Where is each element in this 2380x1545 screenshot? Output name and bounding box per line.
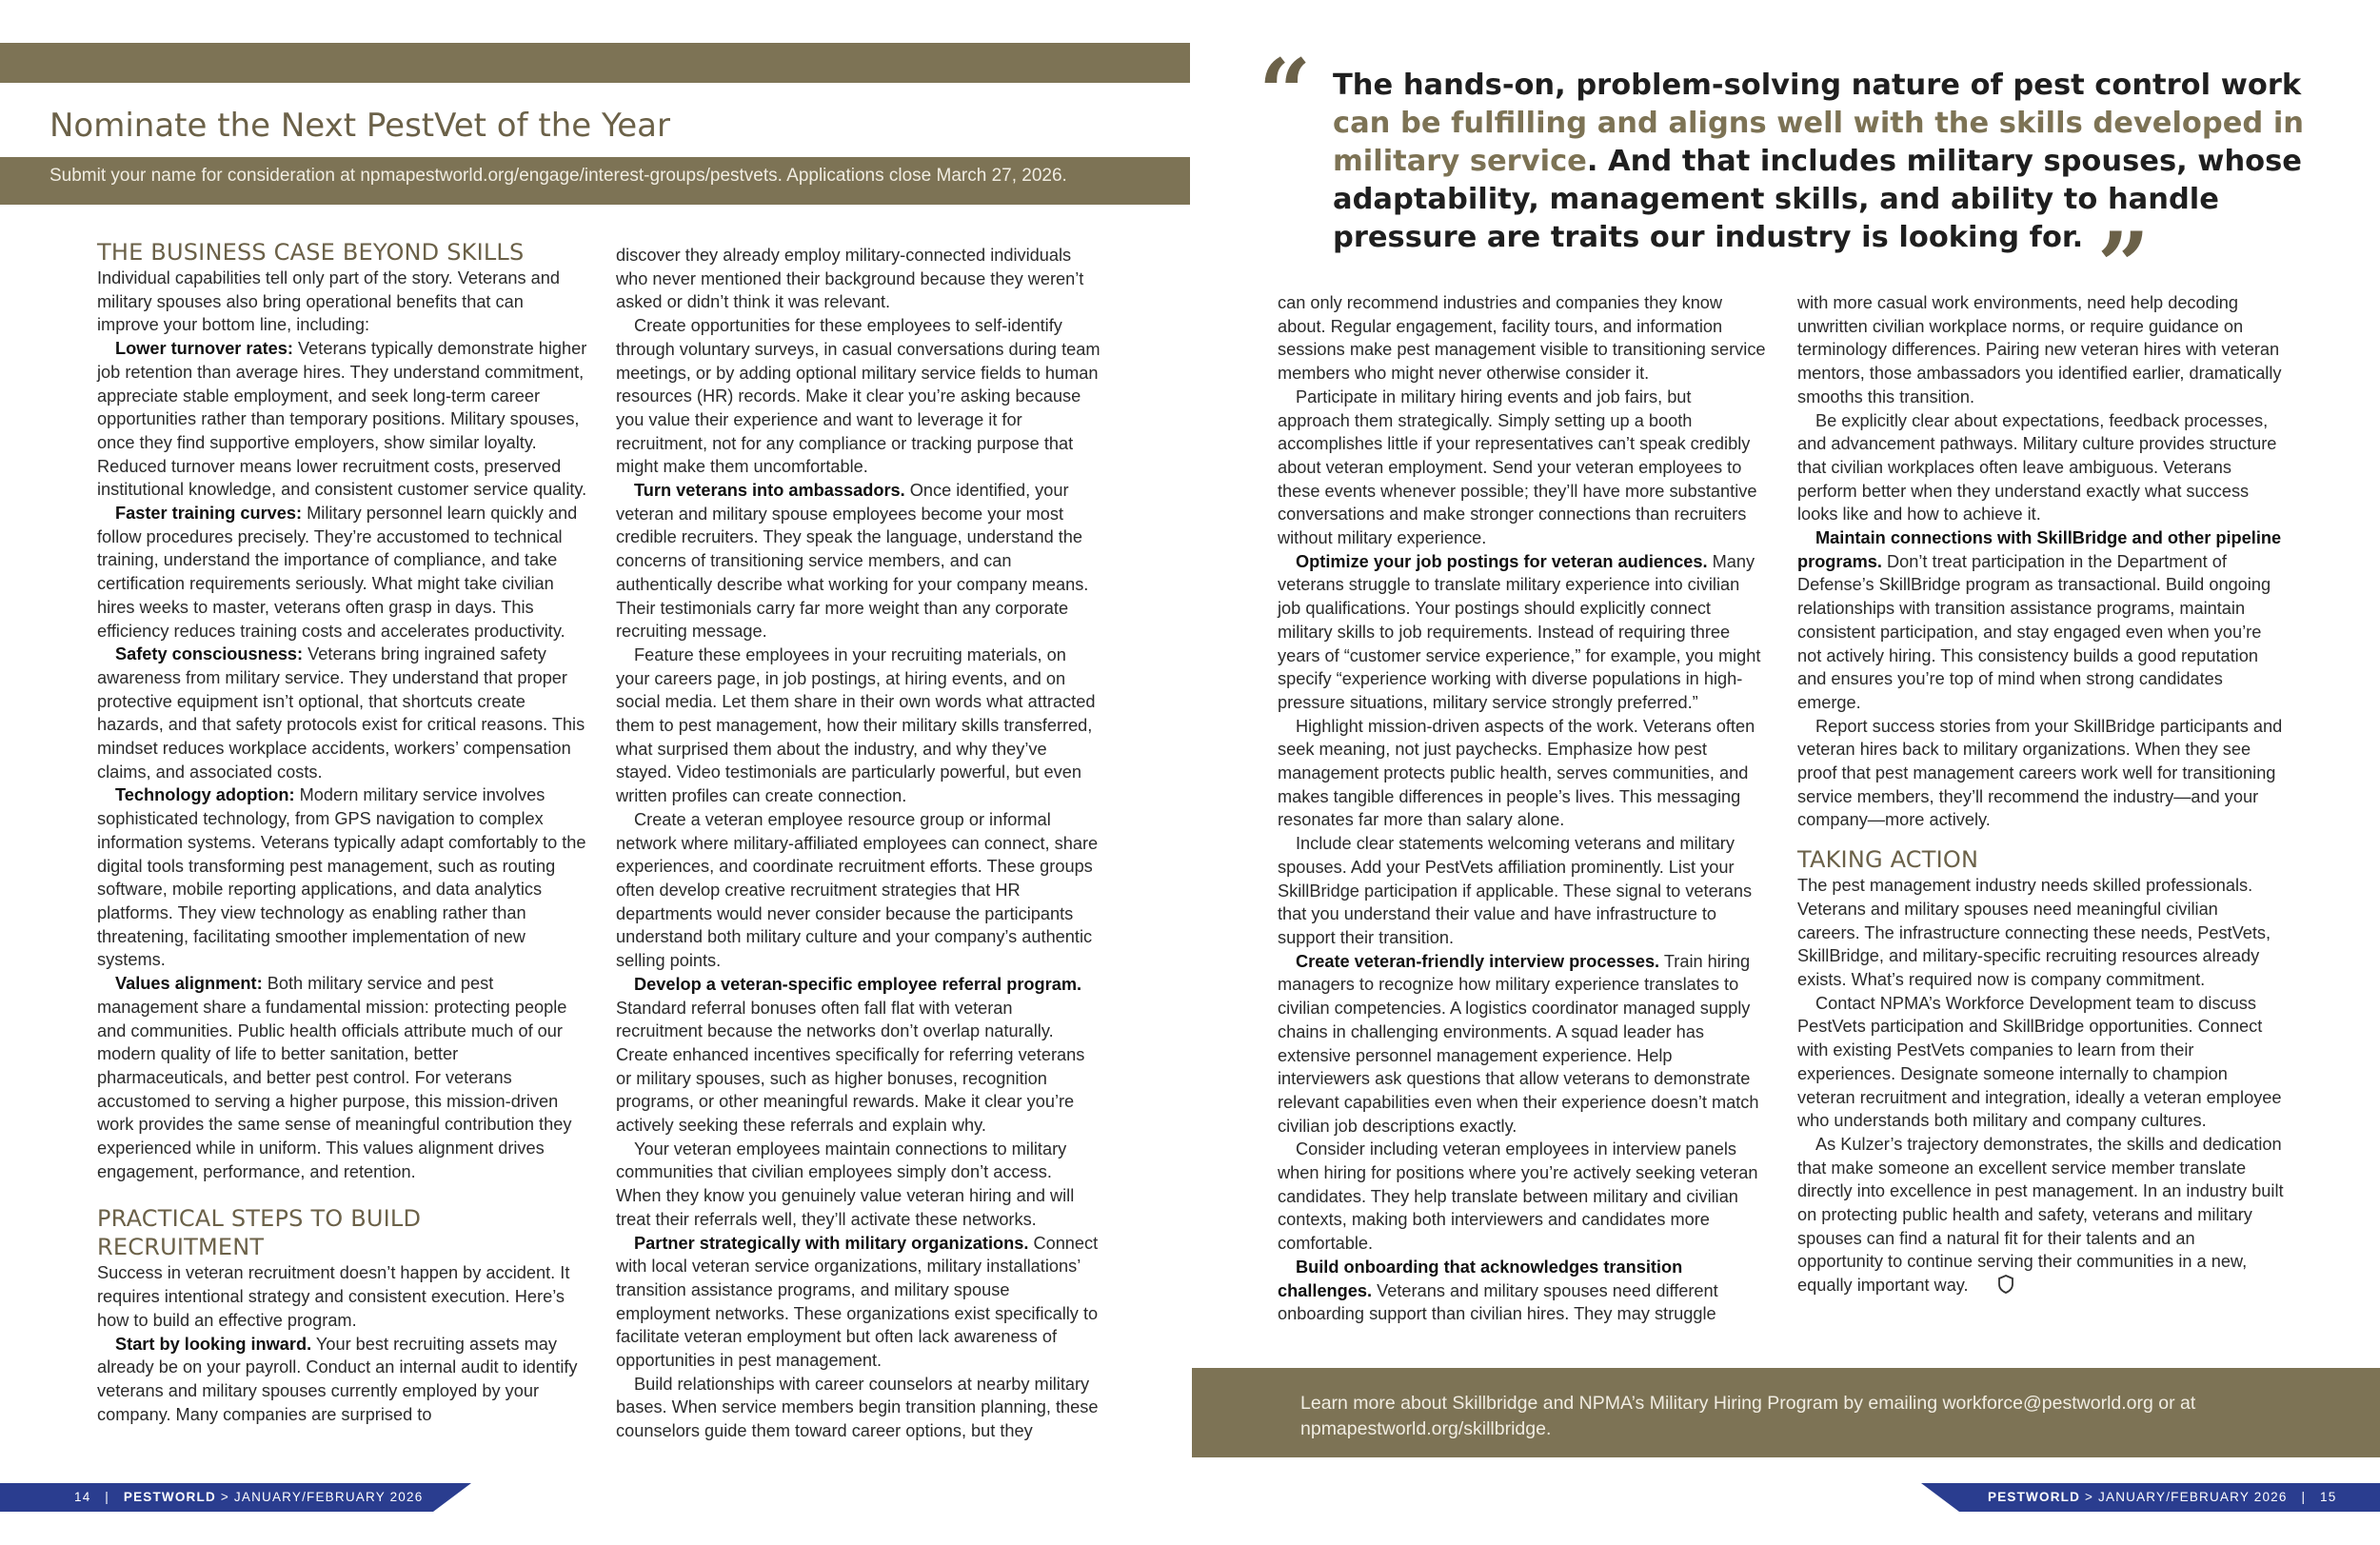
paragraph: with more casual work environments, need help decoding unwritten civilian workplace norms, or require guidance on terminology differences. Pairing new veteran hires with veteran mentors, those ambassadors you identified earlier, dramatically smooths this transition. [1797,293,2282,406]
folio-separator: | [105,1490,109,1504]
shield-outline-icon [1979,1275,2014,1300]
paragraph: Safety consciousness: Veterans bring ingrained safety awareness from military service. They understand that proper protective equipment isn’t optional, that shortcuts create hazards, and that safety protocols exist for critical reasons. This mindset reduces workplace accidents, workers’ compensation claims, and associated costs. [97,644,585,782]
paragraph: Create opportunities for these employees to self-identify through voluntary surveys, in casual conversations during team meetings, or by adding optional military service fields to human resources (HR) records. Make it clear you’re asking because you value their experience and want to leverage it for recruitment, not for any compliance or tracking purpose that might make them uncomfortable. [616,316,1101,477]
paragraph: Feature these employees in your recruiting materials, on your careers page, in job postings, at hiring events, and on social media. Let them share in their own words what attracted them to pest management, how their military skills transferred, what surprised them about the industry, and why they’ve stayed. Video testimonials are particularly powerful, but even written profiles can create connection. [616,644,1096,806]
paragraph: Individual capabilities tell only part of the story. Veterans and military spouses also bring operational benefits that can improve your bottom line, including: [97,268,560,335]
run-in-heading: Start by looking inward. [115,1334,312,1354]
paragraph: Partner strategically with military organizations. Connect with local veteran service organizations, military installations’ transition assistance programs, and military spouse employment networks. These organizations exist specifically to facilitate veteran employment but often lack awareness of opportunities in pest management. [616,1233,1099,1371]
paragraph: Participate in military hiring events and job fairs, but approach them strategically. Simply setting up a booth accomplishes little if your representatives can’t speak credibly about veteran employment. Send your veteran employees to these events whenever possible; they’ll have more substantive conversations and make stronger connections than recruiters without military experience. [1278,386,1757,548]
paragraph: Build relationships with career counselors at nearby military bases. When service members begin transition planning, these counselors guide them toward career options, but they [616,1374,1099,1441]
paragraph: Your veteran employees maintain connections to military communities that civilian employees simply don’t access. When they know you genuinely value veteran hiring and will treat their referrals well, they’ll activate these networks. [616,1139,1075,1229]
run-in-heading: Values alignment: [115,974,263,994]
folio-left [0,1483,471,1512]
run-in-heading: Maintain connections with SkillBridge and other pipeline programs. [1797,528,2282,571]
paragraph: Technology adoption: Modern military service involves sophisticated technology, from GPS navigation to complex information systems. Veterans typically adapt comfortably to the digital tools transforming pest management, such as routing software, mobile reporting applications, and data analytics platforms. They view technology as enabling rather than threatening, facilitating smoother implementation of new systems. [97,785,586,970]
section-heading: THE BUSINESS CASE BEYOND SKILLS [97,239,525,266]
column-2 [616,244,1101,1443]
run-in-heading: Safety consciousness: [115,644,304,664]
column-4 [1797,291,2285,1300]
run-in-heading: Turn veterans into ambassadors. [634,481,905,501]
paragraph: Be explicitly clear about expectations, feedback processes, and advancement pathways. Military culture provides structure that civilian workplaces often leave ambiguous. Veterans perform better when they understand exactly what success looks like and how to achieve it. [1797,410,2277,525]
folio-right [1921,1483,2380,1512]
paragraph: discover they already employ military-connected individuals who never mentioned their background because they weren’t asked or didn’t think it was relevant. [616,246,1084,312]
pull-quote [1333,67,2304,320]
paragraph: Develop a veteran-specific employee referral program. Standard referral bonuses often fall flat with veteran recruitment because the networks don’t overlap naturally. Create enhanced incentives specifically for referring veterans or military spouses, such as higher bonuses, recognition programs, or other meaningful rewards. Make it clear you’re actively seeking these referrals and explain why. [616,974,1085,1136]
paragraph: Highlight mission-driven aspects of the work. Veterans often seek meaning, not just paychecks. Emphasize how pest management protects public health, serves communities, and makes tangible differences in people’s lives. This messaging resonates far more than salary alone. [1278,716,1755,830]
quote-text-start: The hands-on, problem-solving nature of pest control work [1333,69,2302,102]
issue-label: > JANUARY/FEBRUARY 2026 [220,1490,424,1504]
paragraph: Success in veteran recruitment doesn’t happen by accident. It requires intentional strategy and consistent execution. Here’s how to build an effective program. [97,1263,570,1330]
paragraph: As Kulzer’s trajectory demonstrates, the skills and dedication that make someone an excellent service member translate directly into excellence in pest management. In an industry built on protecting public health and safety, veterans and military spouses can find a natural fit for their talents and an opportunity to continue serving their communities in a new, equally important way. [1797,1133,2285,1300]
paragraph: Start by looking inward. Your best recruiting assets may already be on your payroll. Conduct an internal audit to identify veterans and military spouses currently employed by your company. Many companies are surprised to [97,1334,578,1424]
paragraph: Optimize your job postings for veteran audiences. Many veterans struggle to translate military experience into civilian job qualifications. Your postings should explicitly connect military skills to job requirements. Instead of requiring three years of “customer service experience,” for example, you might specify “experience working with diverse populations in high-pressure situations, military service strongly preferred.” [1278,551,1761,712]
section-heading: PRACTICAL STEPS TO BUILD RECRUITMENT [97,1205,422,1261]
paragraph: can only recommend industries and companies they know about. Regular engagement, facility tours, and information sessions make pest management visible to transitioning service members who might never otherwise consider it. [1278,293,1766,384]
open-quote-icon: “ [1259,39,1312,147]
column-3 [1278,291,1767,1326]
magazine-name: PESTWORLD [123,1490,216,1504]
quote-highlight: can be fulfilling and aligns well with the skills developed in military service [1333,107,2304,178]
paragraph: Consider including veteran employees in interview panels when hiring for positions where you’re actively seeking veteran candidates. They help translate between military and civilian contexts, making both interviewers and candidates more comfortable. [1278,1139,1758,1254]
quote-text-end: . And that includes military spouses, whose adaptability, management skills, and ability to handle pressure are traits our industry is looking for. [1333,145,2302,254]
paragraph: Create a veteran employee resource group or informal network where military-affiliated employees can connect, share experiences, and coordinate recruitment efforts. These groups often develop creative recruitment strategies that HR departments would never consider because the participants understand both military culture and your company’s authentic selling points. [616,809,1099,971]
run-in-heading: Optimize your job postings for veteran audiences. [1296,551,1708,571]
page-number: 15 [2320,1490,2337,1504]
paragraph: The pest management industry needs skilled professionals. Veterans and military spouses need meaningful civilian careers. The infrastructure connecting these needs, PestVets, SkillBridge, and military-specific recruiting resources already exists. What’s required now is company commitment. [1797,876,2271,989]
paragraph: Contact NPMA’s Workforce Development team to discuss PestVets participation and SkillBridge opportunities. Connect with existing PestVets companies to learn from their experiences. Designate someone internally to champion veteran recruitment and integration, ideally a veteran employee who understands both military and company cultures. [1797,993,2282,1131]
close-quote-icon: ” [2096,212,2151,320]
run-in-heading: Build onboarding that acknowledges transition challenges. [1278,1257,1683,1300]
run-in-heading: Develop a veteran-specific employee referral program. [634,974,1082,994]
paragraph: Include clear statements welcoming veterans and military spouses. Add your PestVets affiliation prominently. List your SkillBridge participation if applicable. These signal to veterans that you understand their value and have infrastructure to support their transition. [1278,834,1753,947]
folio-separator: | [2301,1490,2307,1504]
paragraph: Build onboarding that acknowledges transition challenges. Veterans and military spouses need different onboarding support than civilian hires. They may struggle [1278,1257,1718,1324]
issue-label: > JANUARY/FEBRUARY 2026 [2085,1490,2288,1504]
paragraph: Report success stories from your SkillBridge participants and veteran hires back to military organizations. When they see proof that pest management careers work well for transitioning service members, they’ll recommend the industry—and your company—more actively. [1797,716,2283,830]
run-in-heading: Create veteran-friendly interview processes. [1296,951,1660,971]
run-in-heading: Lower turnover rates: [115,339,293,359]
run-in-heading: Technology adoption: [115,785,295,805]
paragraph: Maintain connections with SkillBridge and other pipeline programs. Don’t treat participation in the Department of Defense’s SkillBridge program as transactional. Build ongoing relationships with transition assistance programs, maintain consistent participation, and stay engaged even when you’re not actively hiring. This consistency builds a good reputation and ensures you’re top of mind when strong candidates emerge. [1797,528,2282,712]
page-number: 14 [74,1490,91,1504]
section-heading: TAKING ACTION [1797,846,1979,874]
paragraph: Lower turnover rates: Veterans typically demonstrate higher job retention than average hires. They understand commitment, appreciate stable employment, and seek long-term career opportunities rather than temporary positions. Military spouses, once they find supportive employers, show similar loyalty. Reduced turnover means lower recruitment costs, preserved institutional knowledge, and consistent customer service quality. [97,339,587,500]
run-in-heading: Partner strategically with military organizations. [634,1233,1029,1253]
top-banner-left [0,43,1190,83]
info-footer-text: Learn more about Skillbridge and NPMA’s Military Hiring Program by emailing workforce@pestworld.org or at npmapestworld.org/skillbridge. [1300,1393,2196,1439]
page-title: Nominate the Next PestVet of the Year [50,107,670,145]
run-in-heading: Faster training curves: [115,504,303,524]
column-1 [97,238,587,1426]
paragraph: Create veteran-friendly interview processes. Train hiring managers to recognize how military experience translates to civilian competencies. A logistics coordinator managed supply chains in challenging environments. A squad leader has extensive personnel management experience. Help interviewers ask questions that allow veterans to demonstrate relevant capabilities even when their experience doesn’t match civilian job descriptions exactly. [1278,951,1759,1136]
magazine-name: PESTWORLD [1988,1490,2081,1504]
paragraph: Values alignment: Both military service and pest management share a fundamental mission: protecting people and communities. Public health officials attribute much of our modern quality of life to better sanitation, better pharmaceuticals, and better pest control. For veterans accustomed to serving a higher purpose, this mission-driven work provides the same sense of meaningful contribution they experienced while in uniform. This values alignment drives engagement, performance, and retention. [97,974,572,1181]
paragraph: Turn veterans into ambassadors. Once identified, your veteran and military spouse employees become your most credible recruiters. They speak the language, understand the concerns of transitioning service members, and can authentically describe what working for your company means. Their testimonials carry far more weight than any corporate recruiting message. [616,481,1089,642]
submit-text: Submit your name for consideration at npmapestworld.org/engage/interest-groups/pestvets. Applications close March 27, 2026. [50,166,1067,186]
paragraph: Faster training curves: Military personnel learn quickly and follow procedures precisely. They’re accustomed to technical training, understand the importance of compliance, and take certification requirements seriously. What might take civilian hires weeks to master, veterans often grasp in days. This efficiency reduces training costs and accelerates productivity. [97,504,578,641]
